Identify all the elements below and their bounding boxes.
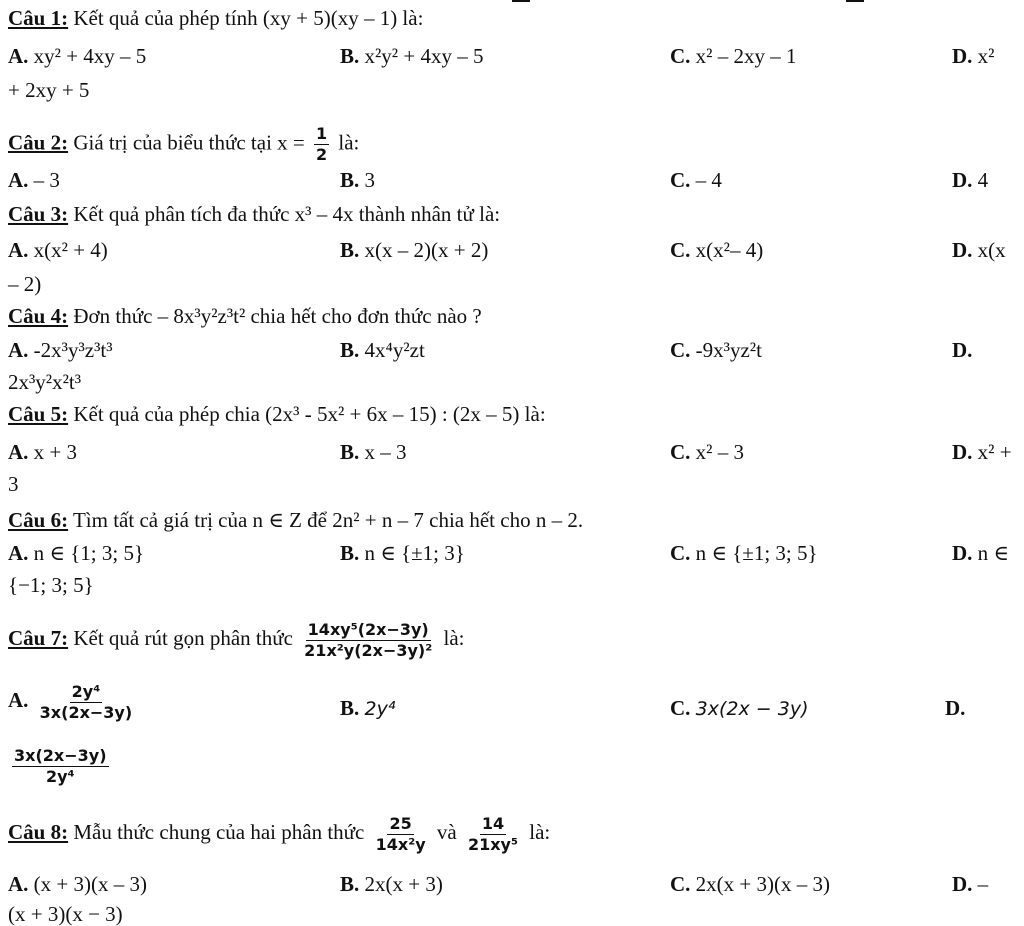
- q5-option-b[interactable]: B. x – 3: [340, 440, 407, 464]
- cropped-top-mark-2: [846, 0, 864, 2]
- q4-option-d-continued: 2x³y²x²t³: [8, 370, 82, 394]
- fraction: $\frac{14}{\text{21xy⁵}}$: [467, 813, 518, 854]
- q7-option-c[interactable]: C. 3x(2x − 3y): [670, 696, 809, 720]
- q5-option-c[interactable]: C. x² – 3: [670, 440, 744, 464]
- q4-option-c[interactable]: C. -9x³yz²t: [670, 338, 762, 362]
- question-text: Kết quả rút gọn phân thức: [68, 626, 293, 650]
- q6-option-d[interactable]: D. n ∈: [952, 541, 1009, 565]
- q1-option-d[interactable]: D. x²: [952, 44, 995, 68]
- q8-option-c[interactable]: C. 2x(x + 3)(x – 3): [670, 872, 830, 896]
- q5-option-d-continued: 3: [8, 472, 19, 496]
- q7-option-d[interactable]: D.: [945, 696, 966, 720]
- q7-option-d-continued: [8, 740, 113, 788]
- question-2: Câu 2: Giá trị của biểu thức tại x = $\frac{1}{2}$ là:: [8, 124, 360, 164]
- fraction: $\frac{\text{2y⁴}}{3x(2x-3y)}$: [39, 681, 133, 722]
- question-8: Câu 8: Mẫu thức chung của hai phân thức $\frac{25}{\text{14x²y}}$ và $\frac{14}{\text{21xy⁵}}$ là:: [8, 813, 551, 854]
- question-text: Giá trị của biểu thức tại x =: [68, 130, 305, 155]
- question-label: Câu 4:: [8, 304, 69, 328]
- fraction: $\frac{1}{2}$: [316, 124, 328, 164]
- q5-option-d[interactable]: D. x² +: [952, 440, 1012, 464]
- q2-option-a[interactable]: A. – 3: [8, 168, 60, 192]
- q7-option-b[interactable]: B. 2y⁴: [340, 696, 396, 720]
- q2-option-d[interactable]: D. 4: [952, 168, 989, 192]
- q8-option-b[interactable]: B. 2x(x + 3): [340, 872, 443, 896]
- fraction: $\frac{3x(2x-3y)}{\text{2y⁴}}$: [14, 745, 107, 786]
- q1-option-c[interactable]: C. x² – 2xy – 1: [670, 44, 797, 68]
- q6-option-a[interactable]: A. n ∈ {1; 3; 5}: [8, 541, 145, 565]
- question-3: [8, 202, 500, 226]
- q6-option-b[interactable]: B. n ∈ {±1; 3}: [340, 541, 465, 565]
- fraction: $\frac{25}{\text{14x²y}}$: [375, 813, 426, 854]
- question-text: Kết quả của phép chia (2x³ - 5x² + 6x – 15) : (2x – 5) là:: [68, 402, 546, 426]
- question-label: Câu 3:: [8, 202, 69, 226]
- q3-option-d[interactable]: D. x(x: [952, 238, 1006, 262]
- fraction: $\frac{\text{14xy⁵(2x−3y)}}{\text{21x²y(2x−3y)²}}$: [304, 619, 433, 660]
- q4-option-b[interactable]: B. 4x⁴y²zt: [340, 338, 425, 362]
- question-label: Câu 2:: [8, 130, 69, 155]
- q7-option-a[interactable]: A. $\frac{\text{2y⁴}}{3x(2x-3y)}$: [8, 681, 133, 722]
- q6-option-c[interactable]: C. n ∈ {±1; 3; 5}: [670, 541, 818, 565]
- question-label: Câu 7:: [8, 626, 69, 650]
- q1-option-b[interactable]: B. x²y² + 4xy – 5: [340, 44, 484, 68]
- q3-option-a[interactable]: A. x(x² + 4): [8, 238, 108, 262]
- q3-option-b[interactable]: B. x(x – 2)(x + 2): [340, 238, 489, 262]
- q3-option-d-continued: – 2): [8, 272, 42, 296]
- q3-option-c[interactable]: C. x(x²– 4): [670, 238, 764, 262]
- question-text: Mẫu thức chung của hai phân thức: [68, 820, 365, 844]
- question-1: [8, 6, 423, 30]
- question-text: Kết quả phân tích đa thức x³ – 4x thành nhân tử là:: [68, 202, 501, 226]
- cropped-top-mark-1: [512, 0, 530, 2]
- question-label: Câu 6:: [8, 508, 69, 532]
- question-label: Câu 5:: [8, 402, 69, 426]
- q2-option-c[interactable]: C. – 4: [670, 168, 722, 192]
- q8-option-a[interactable]: A. (x + 3)(x – 3): [8, 872, 147, 896]
- q8-option-d-continued: (x + 3)(x − 3): [8, 902, 123, 926]
- q8-option-d[interactable]: D. –: [952, 872, 989, 896]
- question-text: Tìm tất cả giá trị của n ∈ Z để 2n² + n – 7 chia hết cho n – 2.: [68, 508, 584, 532]
- q6-option-d-continued: {−1; 3; 5}: [8, 573, 94, 597]
- question-text: Kết quả của phép tính (xy + 5)(xy – 1) là:: [68, 6, 424, 30]
- question-5: [8, 402, 546, 426]
- q4-option-a[interactable]: A. -2x³y³z³t³: [8, 338, 113, 362]
- q4-option-d[interactable]: D.: [952, 338, 973, 362]
- question-label: Câu 1:: [8, 6, 69, 30]
- question-6: [8, 508, 583, 532]
- q1-option-a[interactable]: A. xy² + 4xy – 5: [8, 44, 147, 68]
- q1-option-d-continued: + 2xy + 5: [8, 78, 90, 102]
- q5-option-a[interactable]: A. x + 3: [8, 440, 78, 464]
- q2-option-b[interactable]: B. 3: [340, 168, 376, 192]
- question-text: Đơn thức – 8x³y²z³t² chia hết cho đơn thức nào ?: [68, 304, 482, 328]
- question-label: Câu 8:: [8, 820, 69, 844]
- question-7: Câu 7: Kết quả rút gọn phân thức $\frac{\text{14xy⁵(2x−3y)}}{\text{21x²y(2x−3y)²}}$ là:: [8, 619, 465, 660]
- question-4: [8, 304, 482, 328]
